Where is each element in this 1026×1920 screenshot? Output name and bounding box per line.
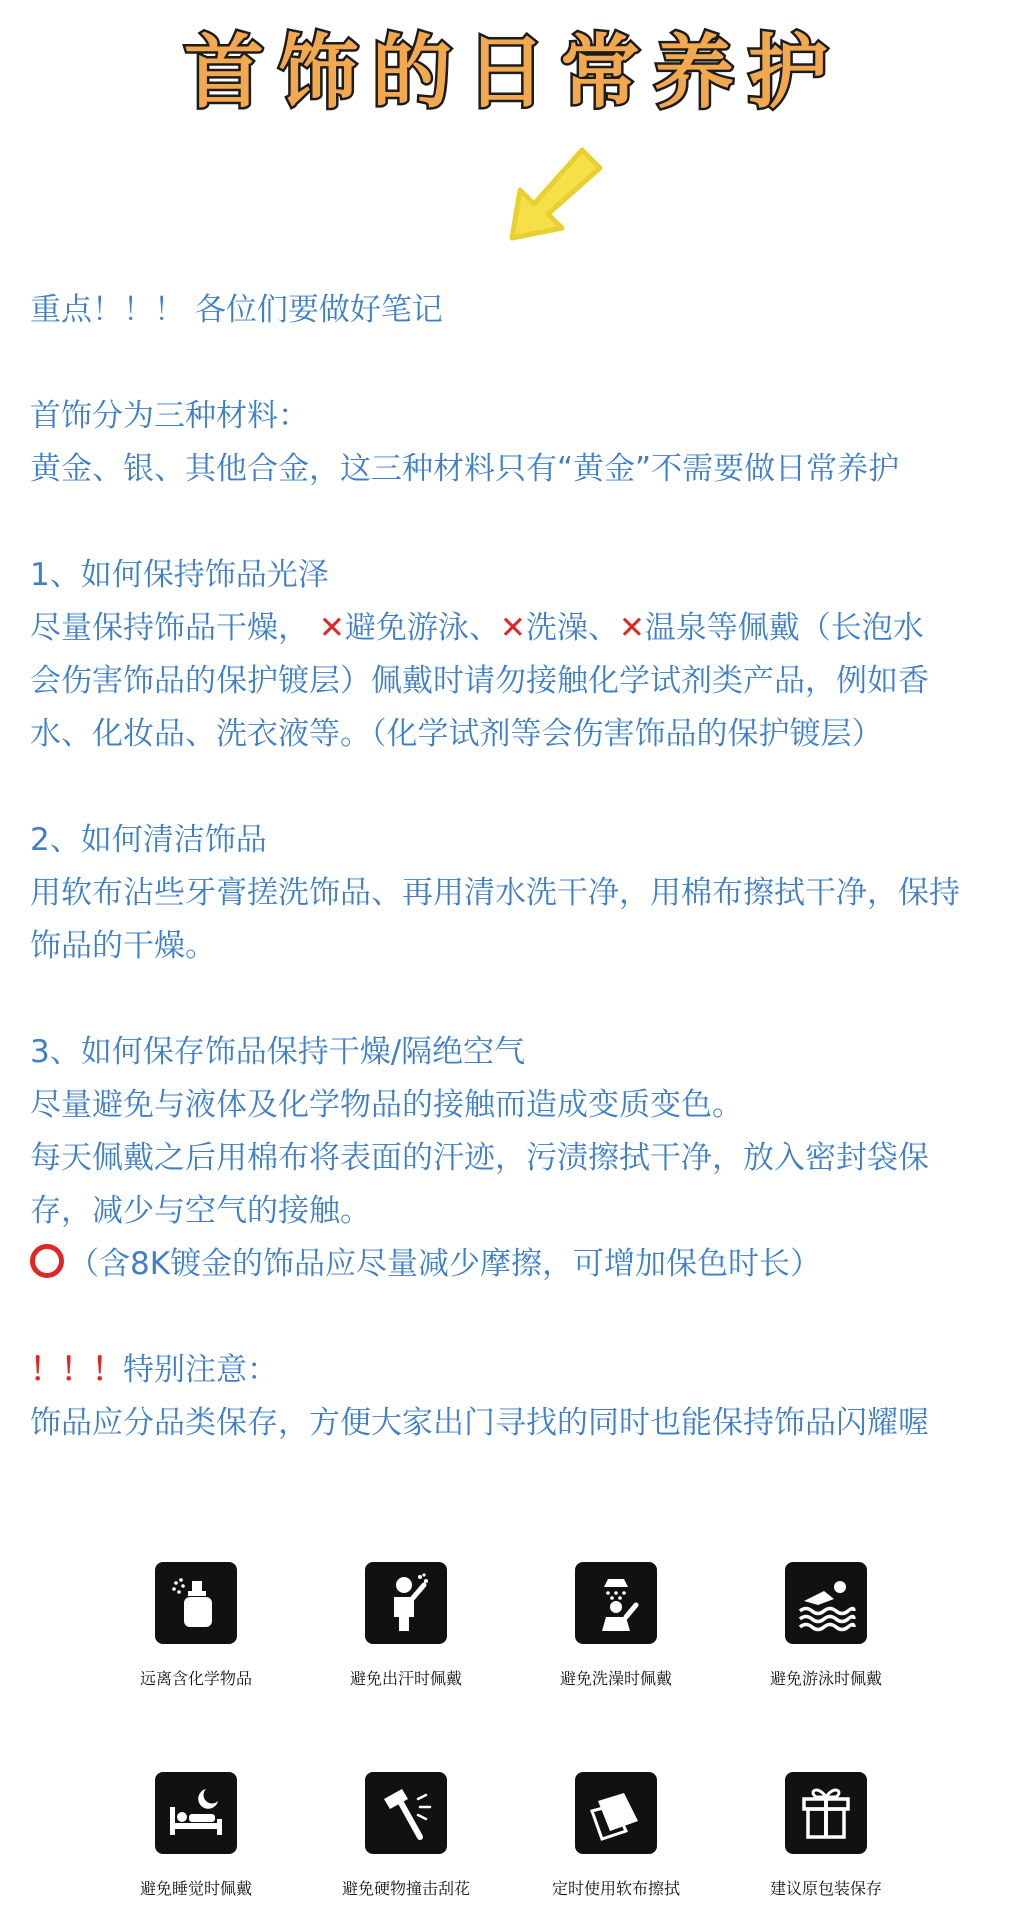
circle-mark-icon	[30, 1244, 64, 1278]
section1-line1-prefix: 尽量保持饰品干燥，	[30, 610, 309, 646]
page-title: 首饰的日常养护	[184, 26, 842, 119]
sleeping-bed-icon	[155, 1772, 237, 1854]
icon-card	[511, 1772, 721, 1899]
section2-line1: 用软布沾些牙膏搓洗饰品、再用清水洗干净，用棉布擦拭干净，保持	[30, 875, 960, 911]
sweating-person-icon	[365, 1562, 447, 1644]
gift-box-icon	[785, 1772, 867, 1854]
icon-card	[301, 1772, 511, 1899]
icon-card	[721, 1772, 931, 1899]
icon-label: 避免游泳时佩戴	[769, 1669, 882, 1688]
hammer-impact-icon	[365, 1772, 447, 1854]
notice-heading-line	[30, 1344, 1020, 1397]
materials-heading: 首饰分为三种材料：	[30, 398, 309, 434]
section2-heading: 2、如何清洁饰品	[30, 822, 267, 858]
section3-heading: 3、如何保存饰品保持干燥/隔绝空气	[30, 1034, 526, 1070]
cross-mark-icon: ✕	[499, 610, 526, 646]
title-area	[0, 18, 1026, 128]
icon-label: 定时使用软布擦拭	[551, 1879, 680, 1898]
icon-card	[91, 1772, 301, 1899]
section1-line3: 水、化妆品、洗衣液等。（化学试剂等会伤害饰品的保护镀层）	[30, 716, 883, 752]
section3-line3: 存，减少与空气的接触。	[30, 1193, 371, 1229]
exclamation-icon: ！！！	[30, 1352, 123, 1388]
section1-line2: 会伤害饰品的保护镀层）佩戴时请勿接触化学试剂类产品，例如香	[30, 663, 929, 699]
section1-heading: 1、如何保持饰品光泽	[30, 557, 329, 593]
icon-label: 避免洗澡时佩戴	[559, 1669, 672, 1688]
icon-label: 避免出汗时佩戴	[349, 1669, 462, 1688]
section3-line1: 尽量避免与液体及化学物品的接触而造成变质变色。	[30, 1087, 743, 1123]
icon-card	[721, 1562, 931, 1689]
icon-label: 避免硬物撞击刮花	[341, 1879, 470, 1898]
section3-line4-text: （含8K镀金的饰品应尽量减少摩擦，可增加保色时长）	[68, 1246, 822, 1282]
soft-cloth-icon	[575, 1772, 657, 1854]
intro-headline: 重点！！！ 各位们要做好笔记	[30, 292, 443, 328]
section1-item-swim: 避免游泳、	[344, 610, 500, 646]
swimming-icon	[785, 1562, 867, 1644]
icon-label: 远离含化学物品	[139, 1669, 252, 1688]
cross-mark-icon: ✕	[618, 610, 645, 646]
icon-label: 建议原包装保存	[769, 1879, 882, 1898]
perfume-spray-icon	[155, 1562, 237, 1644]
section1-line1	[30, 602, 1020, 655]
notice-heading: 特别注意：	[123, 1352, 278, 1388]
icon-card	[91, 1562, 301, 1689]
icon-label: 避免睡觉时佩戴	[139, 1879, 252, 1898]
section2-line2: 饰品的干燥。	[30, 928, 216, 964]
notice-body: 饰品应分品类保存，方便大家出门寻找的同时也能保持饰品闪耀喔	[30, 1405, 929, 1441]
shower-icon	[575, 1562, 657, 1644]
section3-line4	[30, 1238, 1020, 1291]
arrow-down-left-icon	[500, 140, 610, 250]
icon-card	[301, 1562, 511, 1689]
materials-body: 黄金、银、其他合金，这三种材料只有“黄金”不需要做日常养护	[30, 451, 900, 487]
article-body	[30, 284, 1020, 1450]
icon-card	[511, 1562, 721, 1689]
cross-mark-icon: ✕	[318, 610, 345, 646]
section3-line2: 每天佩戴之后用棉布将表面的汗迹，污渍擦拭干净，放入密封袋保	[30, 1140, 929, 1176]
section1-item-bath: 洗澡、	[525, 610, 619, 646]
section1-item-spring: 温泉等佩戴（长泡水	[644, 610, 924, 646]
